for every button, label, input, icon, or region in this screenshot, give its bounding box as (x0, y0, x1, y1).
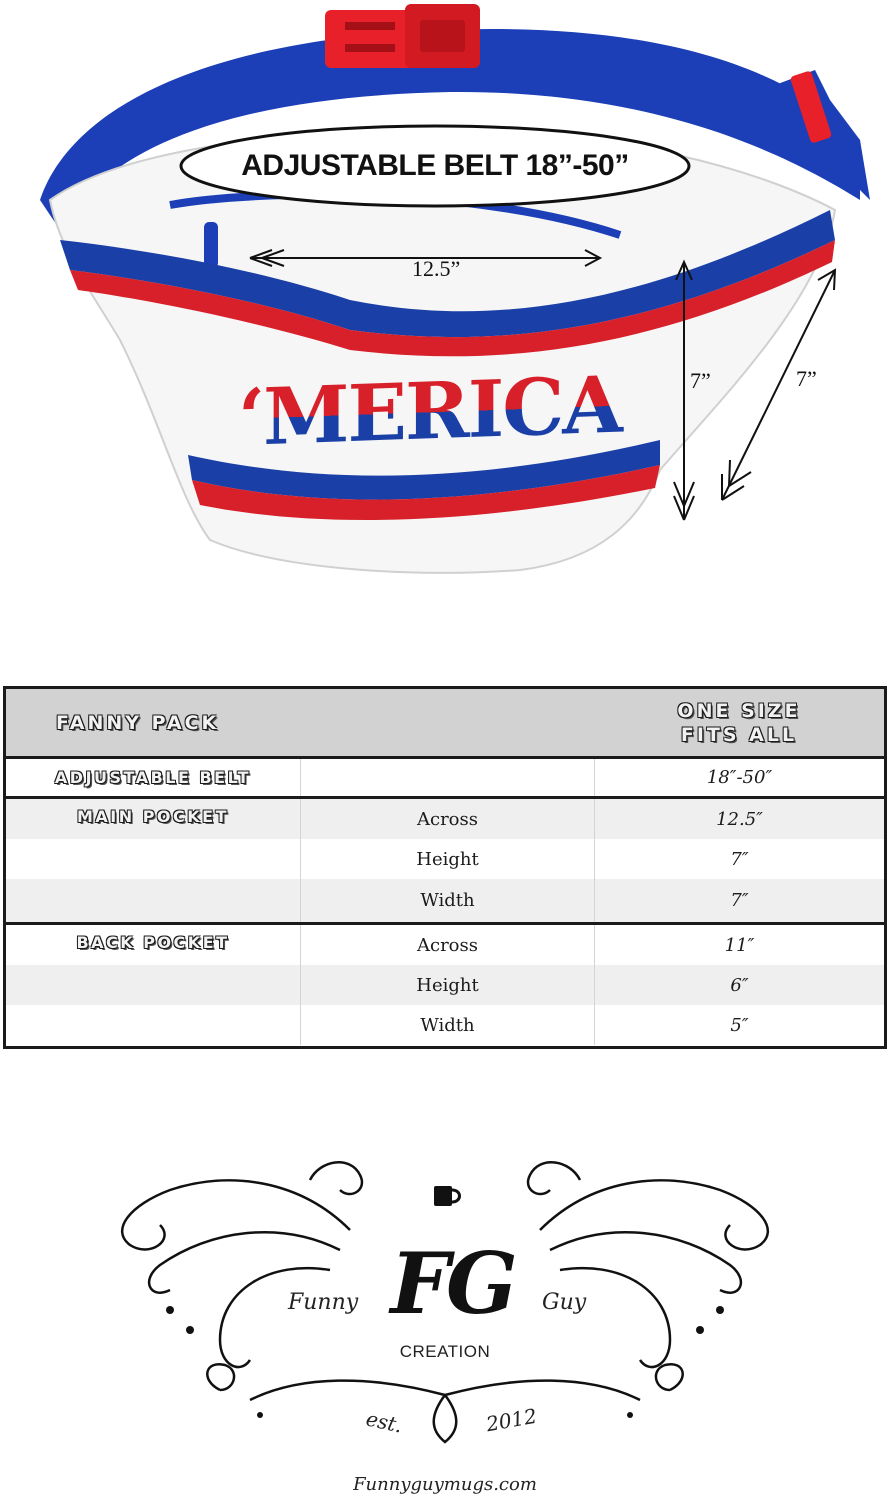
main-pocket-dimension: Height (300, 839, 594, 879)
table-cell-blank (6, 965, 300, 1005)
back-pocket-value: 6″ (594, 965, 884, 1005)
table-cell-blank (6, 879, 300, 922)
table-row (6, 965, 884, 1005)
back-pocket-value: 5″ (594, 1005, 884, 1045)
across-dimension-label: 12.5” (412, 256, 461, 281)
belt-row-blank (300, 759, 594, 796)
back-pocket-dimension: Across (300, 925, 594, 965)
belt-size-label: ADJUSTABLE BELT 18”-50” (241, 149, 629, 182)
main-pocket-dimension: Across (300, 799, 594, 839)
logo-left-word: Funny (288, 1290, 359, 1315)
table-row (6, 839, 884, 879)
table-title: FANNY PACK (56, 711, 220, 734)
height-dimension-label: 7” (690, 368, 711, 393)
website-url: Funnyguymugs.com (353, 1474, 537, 1495)
main-pocket-value: 12.5″ (594, 799, 884, 839)
main-pocket-dimension: Width (300, 879, 594, 922)
table-row (6, 879, 884, 925)
back-pocket-value: 11″ (594, 925, 884, 965)
logo-subtitle: CREATION (399, 1342, 491, 1361)
main-pocket-value: 7″ (594, 879, 884, 922)
size-header-line2: FITS ALL (680, 723, 798, 746)
mug-icon (434, 1186, 460, 1206)
table-row (6, 1005, 884, 1045)
width-dimension-label: 7” (796, 366, 817, 391)
size-header (594, 689, 884, 756)
size-header-line1: ONE SIZE (677, 699, 801, 722)
fanny-pack-drawing (0, 0, 890, 600)
table-row (6, 759, 884, 799)
table-cell-blank (6, 839, 300, 879)
logo-right-word: Guy (542, 1290, 587, 1315)
main-pocket-value: 7″ (594, 839, 884, 879)
back-pocket-label: BACK POCKET (76, 933, 230, 952)
table-row (6, 925, 884, 965)
table-header-blank (300, 689, 594, 756)
brand-logo (100, 1150, 790, 1450)
bag-print-text: ‘MERICA (238, 355, 638, 469)
size-chart-table (3, 686, 887, 1049)
buckle-icon (325, 4, 480, 68)
table-cell-blank (6, 1005, 300, 1045)
back-pocket-dimension: Height (300, 965, 594, 1005)
table-header-row (6, 689, 884, 759)
fanny-pack-illustration (0, 0, 890, 600)
belt-row-value: 18″-50″ (594, 759, 884, 796)
back-pocket-dimension: Width (300, 1005, 594, 1045)
logo-est: est. (363, 1406, 405, 1438)
zipper-pull-icon (204, 222, 218, 268)
main-pocket-label: MAIN POCKET (76, 807, 230, 826)
table-row (6, 799, 884, 839)
belt-row-label: ADJUSTABLE BELT (54, 768, 252, 787)
logo-year: 2012 (484, 1403, 539, 1437)
logo-monogram: FG (390, 1234, 514, 1333)
